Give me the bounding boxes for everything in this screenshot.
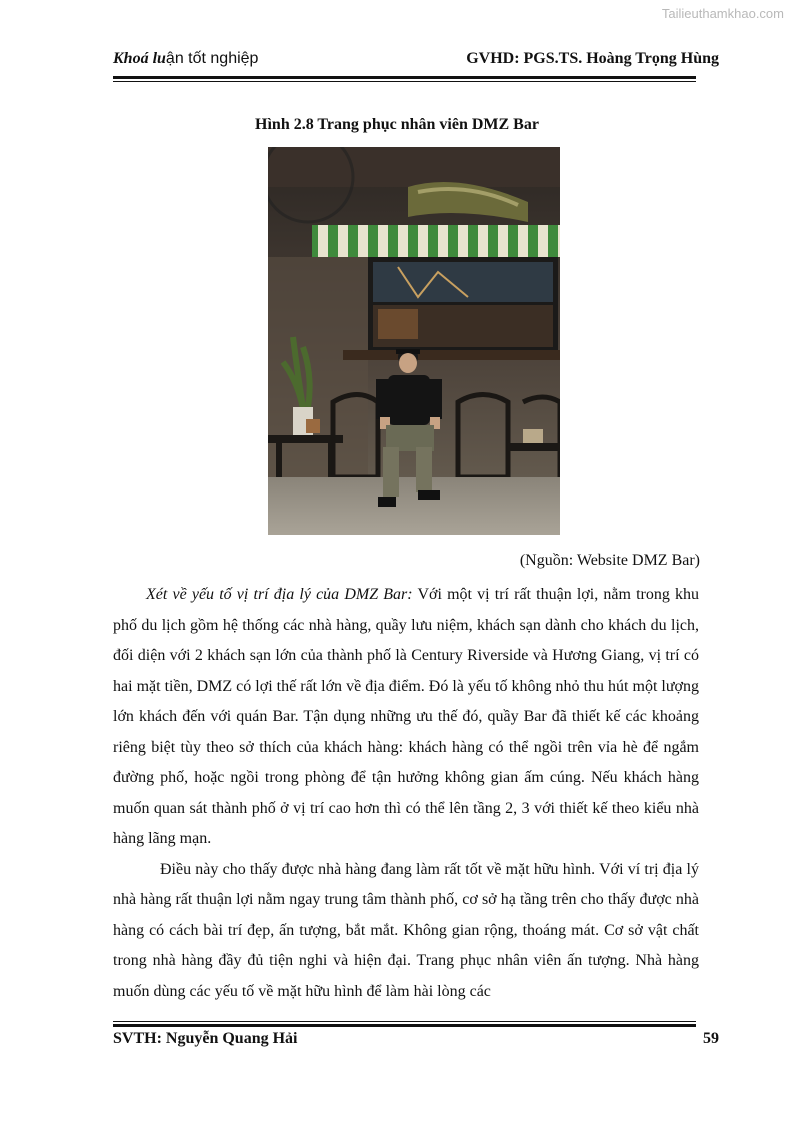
paragraph-location	[113, 580, 699, 855]
figure-photo	[268, 147, 560, 535]
header-supervisor: GVHD: PGS.TS. Hoàng Trọng Hùng	[466, 50, 719, 67]
paragraph-location-lead: Xét về yếu tố vị trí địa lý của DMZ Bar:	[146, 586, 413, 603]
page-header	[113, 50, 719, 72]
watermark: Tailieuthamkhao.com	[661, 6, 784, 21]
page-footer	[113, 1030, 719, 1052]
footer-author: SVTH: Nguyễn Quang Hải	[113, 1030, 298, 1047]
footer-rule-thin	[113, 1021, 696, 1022]
header-thesis-rest: ận tốt nghiệp	[165, 50, 259, 67]
footer-rule-thick	[113, 1024, 696, 1027]
paragraph-tangibles: Điều này cho thấy được nhà hàng đang làm rất tốt về mặt hữu hình. Với ví trị địa lý nhà hàng rất thuận lợi nằm ngay trung tâm thành phố, cơ sở hạ tầng trên cho thấy được nhà hàng có cách bài trí đẹp, ấn tượng, bắt mắt. Không gian rộng, thoáng mát. Cơ sở vật chất trong nhà hàng đầy đủ tiện nghi và hiện đại. Trang phục nhân viên ấn tượng. Nhà hàng muốn dùng các yếu tố về mặt hữu hình để làm hài lòng các	[113, 860, 699, 1000]
paragraph-location-text: Với một vị trí rất thuận lợi, nằm trong khu phố du lịch gồm hệ thống các nhà hàng, quầy lưu niệm, khách sạn dành cho khách du lịch, đối diện với 2 khách sạn lớn của thành phố là Century Riverside và Hương Giang, vị trí có hai mặt tiền, DMZ có lợi thế rất lớn về địa điểm. Đó là yếu tố không nhỏ thu hút một lượng lớn khách đến với quán Bar. Tận dụng những ưu thế đó, quầy Bar đã thiết kế các khoảng riêng biệt tùy theo sở thích của khách hàng: khách hàng có thể ngồi trên vỉa hè để ngắm đường phố, hoặc ngồi trong phòng để tận hưởng không gian ấm cúng. Nếu khách hàng muốn quan sát thành phố ở vị trí cao hơn thì có thể lên tầng 2, 3 với thiết kế theo kiểu nhà hàng lãng mạn.	[113, 586, 699, 847]
figure-source: (Nguồn: Website DMZ Bar)	[519, 552, 700, 569]
page-number: 59	[703, 1030, 719, 1047]
body-text	[113, 580, 699, 1007]
header-rule-thick	[113, 76, 696, 79]
figure-caption: Hình 2.8 Trang phục nhân viên DMZ Bar	[255, 116, 539, 133]
header-thesis-italic: Khoá lu	[113, 50, 166, 67]
header-thesis-label	[113, 50, 258, 68]
photo-illustration	[268, 147, 560, 535]
header-rule-thin	[113, 81, 696, 82]
